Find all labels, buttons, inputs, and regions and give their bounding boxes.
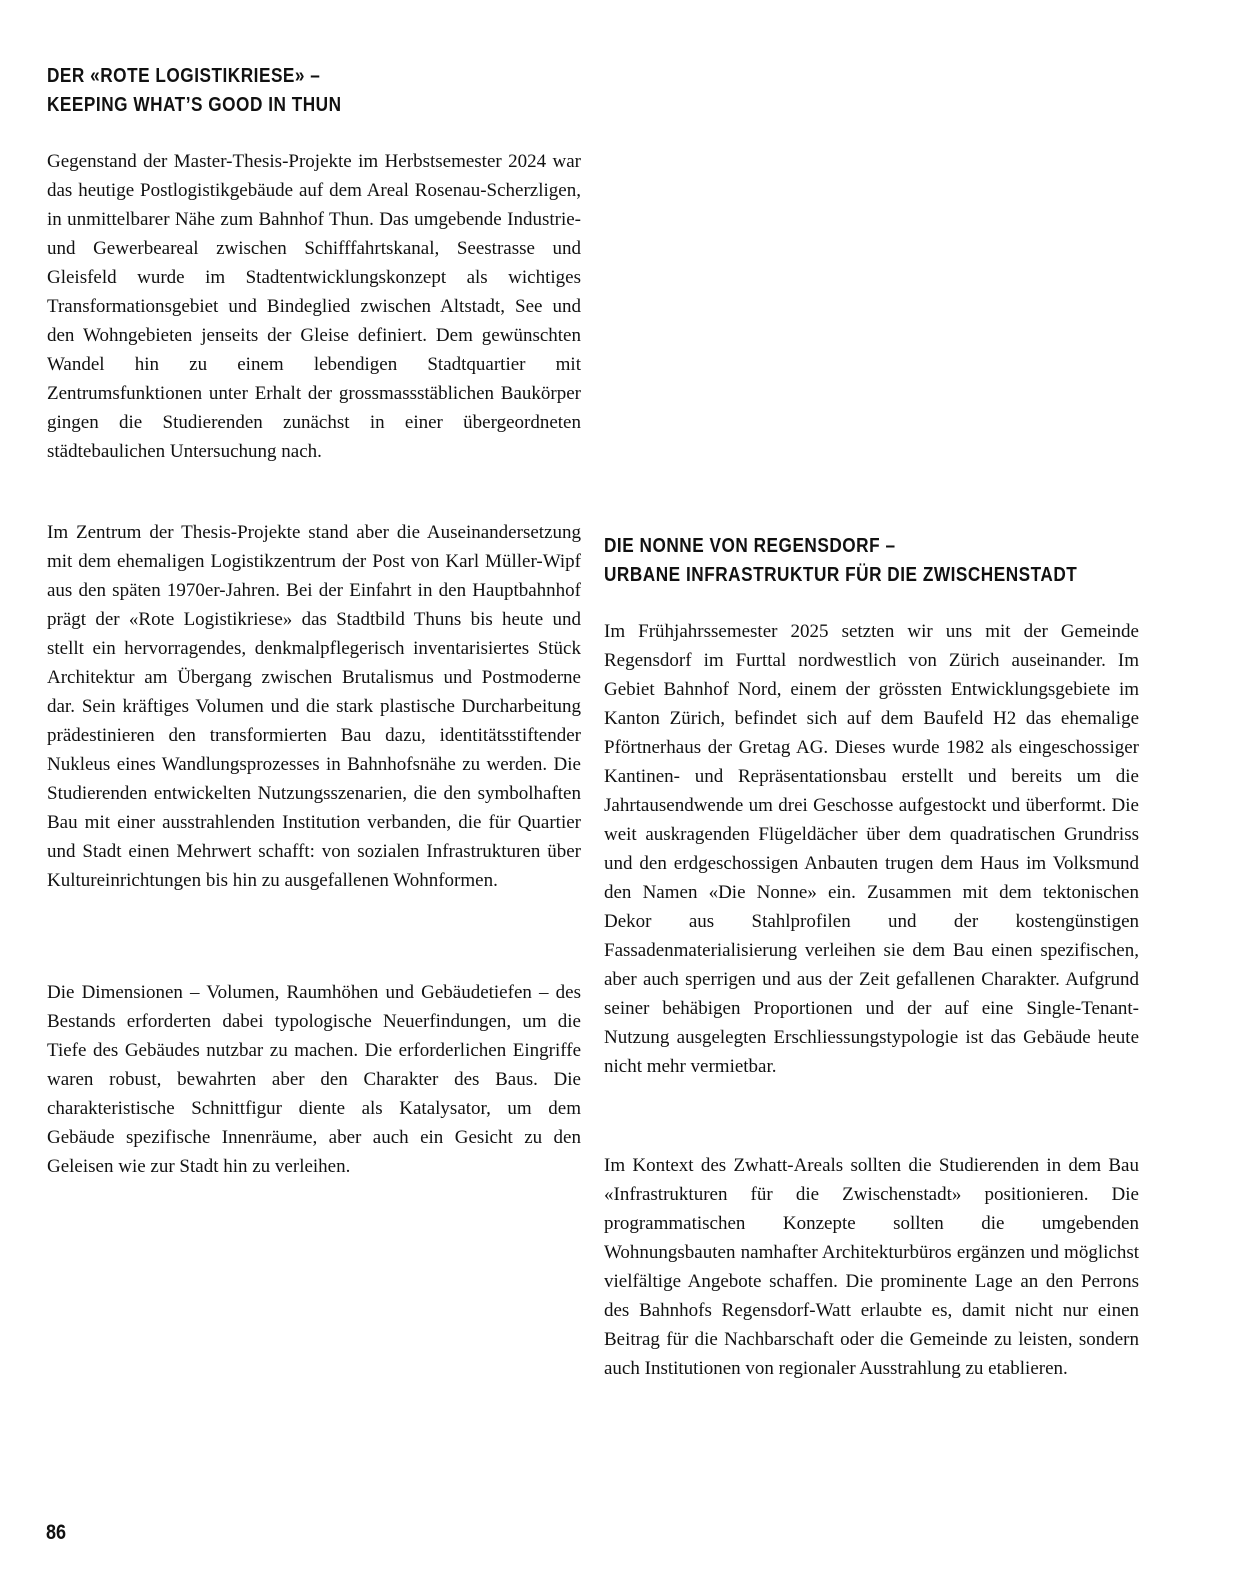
- paragraph-regensdorf-context: Im Kontext des Zwhatt-Areals sollten die Studierenden in dem Bau «Infrastrukturen für die Zwischenstadt» positionieren. Die programmatischen Konzepte sollten die umgebenden Wohnungsbauten namhafter Architekturbüros ergänzen und möglichst vielfältige Angebote schaffen. Die prominente Lage an den Perrons des Bahnhofs Regensdorf-Watt erlaubte es, damit nicht nur einen Beitrag für die Nachbarschaft oder die Gemeinde zu leisten, sondern auch Institutionen von regionaler Ausstrahlung zu etablieren.: [604, 1155, 1139, 1379]
- paragraph-thun-intro: Gegenstand der Master-Thesis-Projekte im Herbstsemester 2024 war das heutige Postlogistikgebäude auf dem Areal Rosenau-Scherzligen, in unmittelbarer Nähe zum Bahnhof Thun. Das umgebende Industrie- und Gewerbeareal zwischen Schifffahrtskanal, Seestrasse und Gleisfeld wurde im Stadtentwicklungskonzept als wichtiges Transformationsgebiet und Bindeglied zwischen Altstadt, See und den Wohngebieten jenseits der Gleise definiert. Dem gewünschten Wandel hin zu einem lebendigen Stadtquartier mit Zentrumsfunktionen unter Erhalt der grossmassstäblichen Baukörper gingen die Studierenden zunächst in einer übergeordneten städtebaulichen Untersuchung nach.: [47, 151, 581, 462]
- heading-line: DIE NONNE VON REGENSDORF –: [604, 535, 896, 557]
- paragraph-thun-logistics-center: Im Zentrum der Thesis-Projekte stand aber die Auseinandersetzung mit dem ehemaligen Logistikzentrum der Post von Karl Müller-Wipf aus den späten 1970er-Jahren. Bei der Einfahrt in den Hauptbahnhof prägt der «Rote Logistikriese» das Stadtbild Thuns bis heute und stellt ein hervorragendes, denkmalpflegerisch inventarisiertes Stück Architektur am Übergang zwischen Brutalismus und Postmoderne dar. Sein kräftiges Volumen und die stark plastische Durcharbeitung prädestinieren den transformierten Bau dazu, identitätsstiftender Nukleus eines Wandlungsprozesses in Bahnhofsnähe zu werden. Die Studierenden entwickelten Nutzungsszenarien, die den symbolhaften Bau mit einer ausstrahlenden Institution verbanden, die für Quartier und Stadt einen Mehrwert schafft: von sozialen Infrastrukturen über Kultureinrichtungen bis hin zu ausgefallenen Wohnformen.: [47, 522, 581, 891]
- paragraph-thun-dimensions: Die Dimensionen – Volumen, Raumhöhen und Gebäudetiefen – des Bestands erforderten dabei typologische Neuerfindungen, um die Tiefe des Gebäudes nutzbar zu machen. Die erforderlichen Eingriffe waren robust, bewahrten aber den Charakter des Baus. Die charakteristische Schnittfigur diente als Katalysator, um dem Gebäude spezifische Innenräume, aber auch ein Gesicht zu den Geleisen wie zur Stadt hin zu verleihen.: [47, 982, 581, 1177]
- heading-line: URBANE INFRASTRUKTUR FÜR DIE ZWISCHENSTADT: [604, 564, 1078, 586]
- page-number: 86: [46, 1521, 67, 1544]
- heading-line: KEEPING WHAT’S GOOD IN THUN: [47, 94, 342, 116]
- section-heading-regensdorf: [604, 532, 1077, 590]
- heading-line: DER «ROTE LOGISTIKRIESE» –: [47, 65, 321, 87]
- paragraph-regensdorf-intro: Im Frühjahrssemester 2025 setzten wir uns mit der Gemeinde Regensdorf im Furttal nordwestlich von Zürich auseinander. Im Gebiet Bahnhof Nord, einem der grössten Entwicklungsgebiete im Kanton Zürich, befindet sich auf dem Baufeld H2 das ehemalige Pförtnerhaus der Gretag AG. Dieses wurde 1982 als eingeschossiger Kantinen- und Repräsentationsbau erstellt und bereits um die Jahrtausendwende um drei Geschosse aufgestockt und überformt. Die weit auskragenden Flügeldächer über dem quadratischen Grundriss und den erdgeschossigen Anbauten trugen dem Haus im Volksmund den Namen «Die Nonne» ein. Zusammen mit dem tektonischen Dekor aus Stahlprofilen und der kostengünstigen Fassadenmaterialisierung verleihen sie dem Bau einen spezifischen, aber auch sperrigen und aus der Zeit gefallenen Charakter. Aufgrund seiner behäbigen Proportionen und der auf eine Single-Tenant-Nutzung ausgelegten Erschliessungstypologie ist das Gebäude heute nicht mehr vermietbar.: [604, 621, 1139, 1077]
- section-heading-thun: [47, 62, 342, 120]
